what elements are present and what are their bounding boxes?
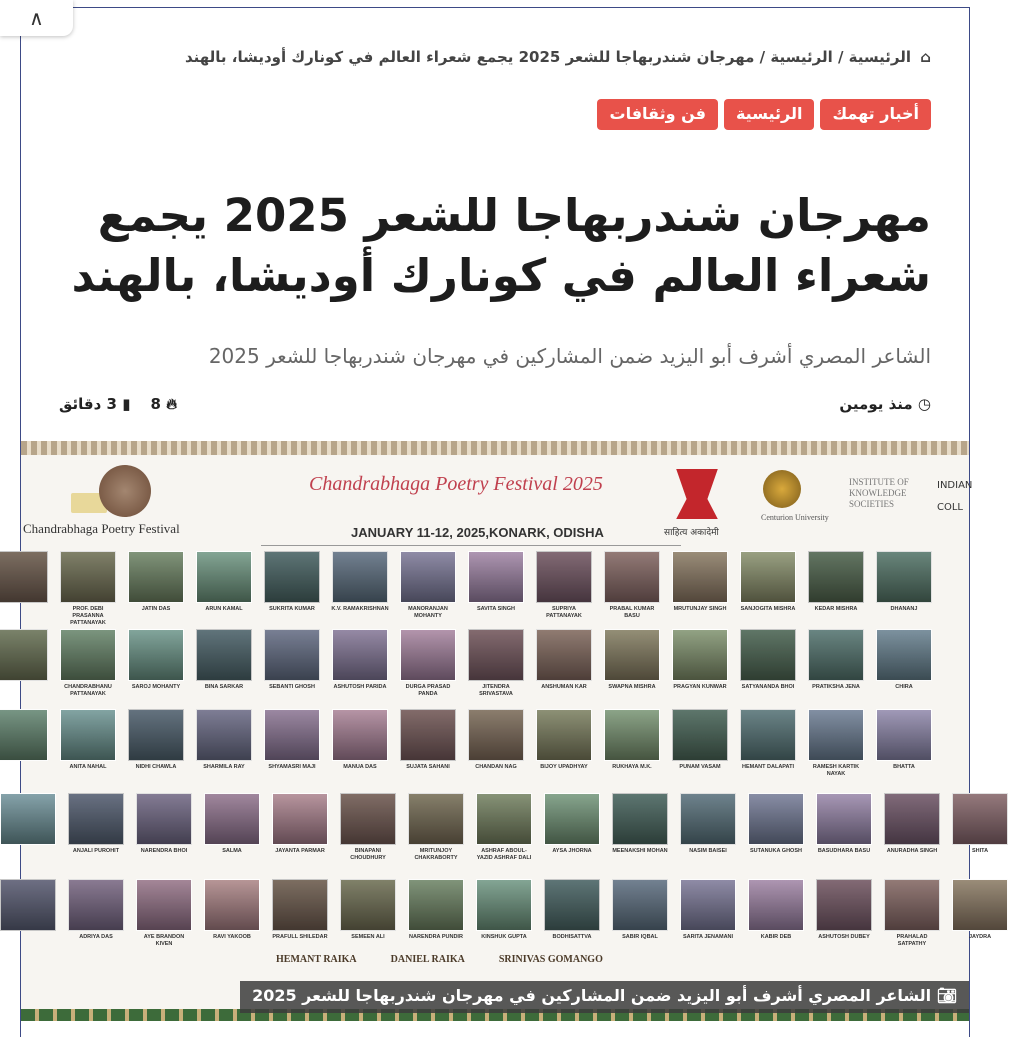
poet-photo — [604, 629, 660, 681]
post-date — [839, 395, 931, 413]
bookmark-icon: ▮ — [122, 395, 131, 413]
poet-tile — [603, 709, 661, 771]
sahitya-akademi-logo — [671, 469, 723, 519]
poet-name: PRAFULL SHILEDAR — [272, 934, 328, 940]
poet-photo — [196, 709, 252, 761]
poet-name: HEMANT RAIKA — [276, 954, 357, 965]
poet-photo — [612, 793, 668, 845]
poet-tile — [135, 879, 193, 948]
poet-photo — [876, 551, 932, 603]
poet-tile — [0, 709, 49, 764]
poet-name: MEENAKSHI MOHAN — [612, 848, 668, 854]
poet-tile — [535, 709, 593, 771]
poet-photo — [612, 879, 668, 931]
poet-tile — [475, 879, 533, 941]
breadcrumb-separator: / — [837, 48, 844, 66]
poet-photo — [476, 793, 532, 845]
date-text: منذ يومين — [839, 395, 913, 413]
poet-photo — [748, 793, 804, 845]
poet-photo — [680, 793, 736, 845]
camera-icon: 📷︎ — [936, 986, 957, 1005]
poet-photo — [672, 709, 728, 761]
poet-name: ANSHUMAN KAR — [541, 684, 587, 690]
poet-tile — [263, 551, 321, 613]
poet-photo — [672, 551, 728, 603]
poet-tile — [611, 793, 669, 855]
poet-tile — [271, 793, 329, 855]
breadcrumb-current: مهرجان شندربهاجا للشعر 2025 يجمع شعراء العالم في كونارك أوديشا، بالهند — [184, 48, 755, 66]
poet-photo — [816, 879, 872, 931]
poet-photo — [400, 551, 456, 603]
poet-tile — [263, 709, 321, 771]
article-subtitle: الشاعر المصري أشرف أبو اليزيد ضمن المشاركين في مهرجان شندربهاجا للشعر 2025 — [208, 344, 931, 368]
poet-tile — [475, 793, 533, 862]
poet-name: ASHRAF ABOUL-YAZID ASHRAF DALI — [476, 848, 532, 861]
poet-name: RAMESH KARTIK NAYAK — [812, 764, 860, 777]
poet-name: ASHUTOSH PARIDA — [333, 684, 387, 690]
poet-tile — [67, 879, 125, 941]
poet-photo — [544, 793, 600, 845]
poet-photo — [536, 629, 592, 681]
poet-tile — [807, 551, 865, 613]
poet-tile — [951, 879, 1009, 941]
poet-tile — [203, 793, 261, 855]
poet-photo — [60, 551, 116, 603]
poet-photo — [468, 709, 524, 761]
poet-photo — [136, 879, 192, 931]
sponsor-2: Centurion University — [761, 513, 829, 522]
poet-tile — [0, 793, 57, 848]
poet-tile — [59, 629, 117, 698]
poet-tile — [535, 629, 593, 691]
poet-name: SRINIVAS GOMANGO — [498, 954, 603, 965]
poet-name: BHATTA — [893, 764, 915, 770]
poster-title: Chandrabhaga Poetry Festival 2025 — [309, 473, 603, 495]
poet-tile — [67, 793, 125, 855]
breadcrumb-main[interactable]: الرئيسية — [770, 48, 833, 66]
poet-photo — [536, 551, 592, 603]
poster-header — [21, 455, 973, 550]
poet-tile — [271, 879, 329, 941]
fire-icon: 🔥︎ — [166, 395, 178, 413]
sponsor-4: INDIAN COLL — [937, 480, 973, 513]
breadcrumb-home[interactable]: الرئيسية — [848, 48, 912, 66]
poet-photo — [604, 551, 660, 603]
poet-tile — [59, 551, 117, 627]
poet-tile — [331, 551, 389, 613]
poet-tile — [339, 879, 397, 941]
poet-name: NARENDRA PUNDIR — [409, 934, 463, 940]
poet-photo — [808, 709, 864, 761]
poet-tile — [603, 551, 661, 620]
poet-name: NASIM BAISEI — [689, 848, 727, 854]
poet-photo — [204, 879, 260, 931]
reading-time: ▮ 3 دقائق — [59, 395, 131, 413]
poet-tile — [815, 879, 873, 941]
poet-tile — [331, 629, 389, 691]
poet-tile — [0, 879, 57, 934]
poet-photo — [0, 793, 56, 845]
poet-photo — [0, 629, 48, 681]
poet-name: CHANDAN NAG — [475, 764, 517, 770]
poet-name: SALMA — [222, 848, 242, 854]
poet-tile — [611, 879, 669, 941]
poet-name: SEMEEN ALI — [351, 934, 385, 940]
poet-photo — [272, 879, 328, 931]
poet-photo — [332, 551, 388, 603]
poet-tile — [603, 629, 661, 691]
poet-photo — [680, 879, 736, 931]
poet-tile — [195, 709, 253, 771]
breadcrumb-separator: / — [759, 48, 766, 66]
poet-name: DANIEL RAIKA — [390, 954, 465, 965]
poet-photo — [884, 879, 940, 931]
poet-photo — [128, 709, 184, 761]
poet-photo — [740, 709, 796, 761]
poet-photo — [332, 629, 388, 681]
poet-photo — [748, 879, 804, 931]
poet-name: KEDAR MISHRA — [814, 606, 858, 612]
poet-name: BIJOY UPADHYAY — [540, 764, 588, 770]
poet-photo — [0, 879, 56, 931]
poet-tile — [467, 709, 525, 771]
poet-tile — [807, 709, 865, 778]
poet-name: HEMANT DALAPATI — [741, 764, 795, 770]
poet-photo — [740, 551, 796, 603]
poet-name: ASHUTOSH DUBEY — [818, 934, 870, 940]
poet-name: AYSA JHORNA — [552, 848, 592, 854]
poet-tile — [127, 551, 185, 613]
poet-photo — [740, 629, 796, 681]
scroll-to-top-button[interactable] — [0, 0, 73, 36]
poet-tile — [135, 793, 193, 855]
poet-photo — [60, 629, 116, 681]
poet-tile — [195, 551, 253, 613]
poet-tile — [875, 551, 933, 613]
poet-tile — [203, 879, 261, 941]
poet-tile — [671, 551, 729, 613]
category-tags — [597, 99, 931, 130]
poet-name: SARITA JENAMANI — [682, 934, 734, 940]
poet-tile — [0, 551, 49, 606]
poet-name: JITENDRA SRIVASTAVA — [479, 684, 513, 697]
poet-name: PRATIKSHA JENA — [812, 684, 860, 690]
poet-name: BINAPANI CHOUDHURY — [350, 848, 386, 861]
poet-photo — [128, 551, 184, 603]
poet-tile — [263, 629, 321, 691]
poet-name: CHANDRABHANU PATTANAYAK — [64, 684, 112, 697]
poet-name: MANUA DAS — [343, 764, 377, 770]
poet-photo — [136, 793, 192, 845]
poet-tile — [671, 629, 729, 691]
poet-name: SHARMILA RAY — [203, 764, 245, 770]
poet-tile — [883, 793, 941, 855]
image-caption: 📷︎ الشاعر المصري أشرف أبو اليزيد ضمن المشاركين في مهرجان شندربهاجا للشعر 2025 — [240, 981, 969, 1013]
poet-photo — [0, 709, 48, 761]
poet-name: SABIR IQBAL — [622, 934, 658, 940]
poet-photo — [544, 879, 600, 931]
poet-photo — [128, 629, 184, 681]
poet-name: SEBANTI GHOSH — [269, 684, 315, 690]
poet-tile — [399, 629, 457, 698]
poet-photo — [68, 793, 124, 845]
poet-name: BODHISATTVA — [552, 934, 592, 940]
poet-photo — [816, 793, 872, 845]
poet-photo — [60, 709, 116, 761]
bottom-names — [276, 954, 603, 966]
poet-name: ADRIYA DAS — [79, 934, 113, 940]
poet-name: RUKHAYA M.K. — [612, 764, 652, 770]
poet-tile — [0, 629, 49, 684]
poet-name: JATIN DAS — [141, 606, 171, 612]
poet-name: PRAGYAN KUNWAR — [673, 684, 727, 690]
poet-tile — [127, 629, 185, 691]
poet-photo — [468, 629, 524, 681]
poet-photo — [264, 709, 320, 761]
poet-photo — [400, 709, 456, 761]
post-stats — [59, 395, 177, 413]
tag-news[interactable]: أخبار تهمك — [820, 99, 931, 130]
poet-photo — [264, 629, 320, 681]
poet-photo — [204, 793, 260, 845]
poet-tile — [739, 709, 797, 771]
poet-photo — [264, 551, 320, 603]
poet-tile — [739, 629, 797, 691]
poet-photo — [876, 629, 932, 681]
poet-photo — [332, 709, 388, 761]
poet-name: KABIR DEB — [760, 934, 792, 940]
poet-tile — [815, 793, 873, 855]
poet-tile — [399, 709, 457, 771]
poet-tile — [747, 793, 805, 855]
poet-tile — [467, 629, 525, 698]
poet-tile — [875, 709, 933, 771]
poet-name: ANJALI PUROHIT — [72, 848, 120, 854]
poet-photo — [400, 629, 456, 681]
poet-name: JAYDRA — [968, 934, 992, 940]
poet-tile — [679, 879, 737, 941]
poet-photo — [672, 629, 728, 681]
poet-tile — [467, 551, 525, 613]
poet-photo — [952, 879, 1008, 931]
poet-name: SANJOGITA MISHRA — [740, 606, 796, 612]
poet-photo — [952, 793, 1008, 845]
poet-photo — [476, 879, 532, 931]
festival-logo — [51, 465, 149, 517]
article-card — [20, 7, 992, 1037]
poet-tile — [331, 709, 389, 771]
poet-name: PRAHALAD SATPATHY — [896, 934, 928, 947]
tag-culture[interactable]: فن وثقافات — [597, 99, 717, 130]
tag-home[interactable]: الرئيسية — [724, 99, 815, 130]
poet-name: KINSHUK GUPTA — [481, 934, 527, 940]
poet-tile — [407, 879, 465, 941]
poet-name: SUPRIYA PATTANAYAK — [546, 606, 582, 619]
poet-tile — [59, 709, 117, 771]
poet-name: JAYANTA PARMAR — [275, 848, 325, 854]
poet-name: SHITA — [971, 848, 989, 854]
poet-tile — [339, 793, 397, 862]
poet-name: NIDHI CHAWLA — [135, 764, 177, 770]
poet-photo — [884, 793, 940, 845]
poet-name: BINA SARKAR — [204, 684, 244, 690]
poet-name: SAVITA SINGH — [476, 606, 516, 612]
poet-name: PRABAL KUMAR BASU — [609, 606, 655, 619]
poet-name: MRITUNJOY CHAKRABORTY — [414, 848, 458, 861]
poet-photo — [808, 551, 864, 603]
poet-name: MRUTUNJAY SINGH — [673, 606, 727, 612]
poet-photo — [196, 629, 252, 681]
featured-image[interactable] — [21, 441, 992, 1021]
poet-photo — [604, 709, 660, 761]
poet-tile — [875, 629, 933, 691]
clock-icon: ◷ — [917, 395, 931, 413]
poet-name: SATYANANDA BHOI — [741, 684, 795, 690]
poet-photo — [536, 709, 592, 761]
poet-photo — [68, 879, 124, 931]
poet-tile — [679, 793, 737, 855]
festival-logo-text: Chandrabhaga Poetry Festival — [23, 521, 180, 536]
poet-photo — [196, 551, 252, 603]
poet-name: ANITA NAHAL — [69, 764, 107, 770]
poet-tile — [747, 879, 805, 941]
poet-tile — [883, 879, 941, 948]
poet-tile — [407, 793, 465, 862]
poet-name: AYE BRANDON KIVEN — [143, 934, 185, 947]
poet-photo — [876, 709, 932, 761]
poet-tile — [543, 879, 601, 941]
poet-tile — [543, 793, 601, 855]
poet-tile — [807, 629, 865, 691]
chevron-up-icon: ∧ — [29, 6, 44, 30]
poet-name: BASUDHARA BASU — [817, 848, 871, 854]
poster-dates: JANUARY 11-12, 2025,KONARK, ODISHA — [351, 525, 604, 540]
poet-name: PUNAM VASAM — [679, 764, 721, 770]
poet-name: PROF. DEBI PRASANNA PATTANAYAK — [70, 606, 106, 626]
poet-tile — [399, 551, 457, 620]
page-title: مهرجان شندربهاجا للشعر 2025 يجمع شعراء العالم في كونارك أوديشا، بالهند — [71, 189, 931, 302]
home-icon: ⌂ — [920, 48, 931, 66]
poet-photo — [340, 879, 396, 931]
poet-tile — [535, 551, 593, 620]
poet-name: SHYAMASRI MAJI — [268, 764, 316, 770]
poet-photo — [408, 793, 464, 845]
poet-name: SAROJ MOHANTY — [131, 684, 181, 690]
poet-name: SUJATA SAHANI — [406, 764, 450, 770]
poet-photo — [468, 551, 524, 603]
poet-tile — [127, 709, 185, 771]
poet-name: RAVI YAKOOB — [213, 934, 251, 940]
poet-tile — [951, 793, 1009, 855]
poet-name: NARENDRA BHOI — [140, 848, 188, 854]
poet-photo — [340, 793, 396, 845]
poet-name: DURGA PRASAD PANDA — [405, 684, 451, 697]
poet-photo — [0, 551, 48, 603]
poet-photo — [272, 793, 328, 845]
poet-tile — [671, 709, 729, 771]
poet-name: SUTANUKA GHOSH — [750, 848, 802, 854]
poet-name: ANURADHA SINGH — [886, 848, 938, 854]
views-count: 🔥︎ 8 — [150, 395, 178, 413]
centurion-logo — [763, 470, 801, 508]
breadcrumb — [185, 48, 931, 66]
poet-tile — [195, 629, 253, 691]
decorative-border — [21, 441, 969, 455]
poet-photo — [408, 879, 464, 931]
sponsor-3: INSTITUTE OF KNOWLEDGE SOCIETIES — [849, 477, 909, 509]
poet-photo — [808, 629, 864, 681]
poet-name: MANORANJAN MOHANTY — [408, 606, 448, 619]
sponsor-1: साहित्य अकादेमी — [664, 528, 719, 538]
poet-name: DHANANJ — [890, 606, 918, 612]
poet-name: K.V. RAMAKRISHNAN — [331, 606, 389, 612]
poet-name: CHIRA — [895, 684, 913, 690]
poet-name: SUKRITA KUMAR — [269, 606, 315, 612]
poet-name: ARUN KAMAL — [205, 606, 243, 612]
poet-tile — [739, 551, 797, 613]
poet-name: SWAPNA MISHRA — [608, 684, 656, 690]
